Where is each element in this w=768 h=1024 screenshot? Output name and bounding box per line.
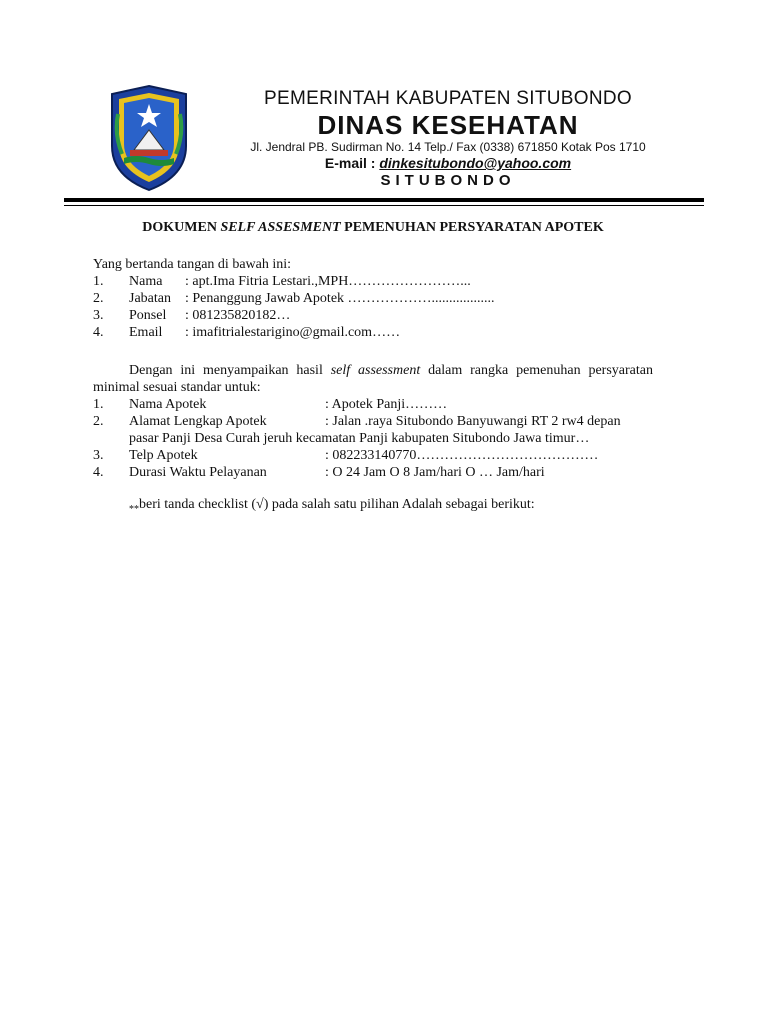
row-value: : 081235820182… [185,308,291,323]
letterhead-divider-thick [64,198,704,202]
row-value: : Jalan .raya Situbondo Banyuwangi RT 2 rw4 depan [325,414,621,429]
pharmacy-row-name [93,396,653,413]
statement-text-pre: Dengan ini menyampaikan hasil [129,363,331,378]
row-number: 1. [93,274,104,289]
situbondo-regency-emblem-icon [108,84,190,192]
row-label: Ponsel [129,308,167,323]
email-link[interactable]: dinkesitubondo@yahoo.com [379,155,572,171]
checklist-instruction [93,496,653,518]
row-label: Email [129,325,163,340]
letterhead-divider-thin [64,205,704,206]
agency-city: SITUBONDO [380,172,516,189]
signer-row-position [93,290,653,307]
row-number: 3. [93,308,104,323]
email-label: E-mail : [324,155,380,171]
row-label: Nama [129,274,163,289]
agency-address: Jl. Jendral PB. Sudirman No. 14 Telp./ Fax (0338) 671850 Kotak Pos 1710 [250,140,646,154]
government-heading: PEMERINTAH KABUPATEN SITUBONDO [264,88,632,109]
signer-row-email [93,324,653,341]
pharmacy-row-address [93,413,653,430]
row-value: : 082233140770………………………………… [325,448,599,463]
pharmacy-row-service-hours [93,464,653,481]
row-value: : O 24 Jam O 8 Jam/hari O … Jam/hari [325,465,545,480]
title-part-3: PEMENUHAN PERSYARATAN APOTEK [340,220,604,235]
pharmacy-address-continuation: pasar Panji Desa Curah jeruh kecamatan Panji kabupaten Situbondo Jawa timur… [129,431,590,446]
row-number: 4. [93,465,104,480]
row-value: : Apotek Panji……… [325,397,448,412]
row-label: Alamat Lengkap Apotek [129,414,267,429]
row-label: Nama Apotek [129,397,207,412]
row-number: 4. [93,325,104,340]
row-number: 2. [93,414,104,429]
pharmacy-row-phone [93,447,653,464]
row-number: 2. [93,291,104,306]
letterhead [0,0,768,210]
agency-name: DINAS KESEHATAN [317,110,579,140]
note-marker: ** [129,503,139,515]
row-number: 1. [93,397,104,412]
title-part-1: DOKUMEN [142,220,221,235]
title-part-italic: SELF ASSESMENT [220,220,341,235]
signer-row-name [93,273,653,290]
note-text: beri tanda checklist (√) pada salah satu pilihan Adalah sebagai berikut: [139,497,535,512]
signer-row-phone [93,307,653,324]
row-value: : imafitrialestarigino@gmail.com…… [185,325,401,340]
row-label: Jabatan [129,291,171,306]
agency-email-line [200,155,696,171]
document-body [93,216,653,518]
statement-text-italic: self assessment [330,363,421,378]
statement-text-post: dalam rangka pemenuhan persyaratan minimal sesuai standar untuk: [93,363,653,395]
row-value: : apt.Ima Fitria Lestari.,MPH……………………... [185,274,471,289]
row-label: Durasi Waktu Pelayanan [129,465,267,480]
row-value: : Penanggung Jawab Apotek ……………….................. [185,291,495,306]
document-title [93,219,653,236]
signer-intro: Yang bertanda tangan di bawah ini: [93,257,292,272]
row-number: 3. [93,448,104,463]
statement-paragraph [93,362,653,396]
row-label: Telp Apotek [129,448,198,463]
